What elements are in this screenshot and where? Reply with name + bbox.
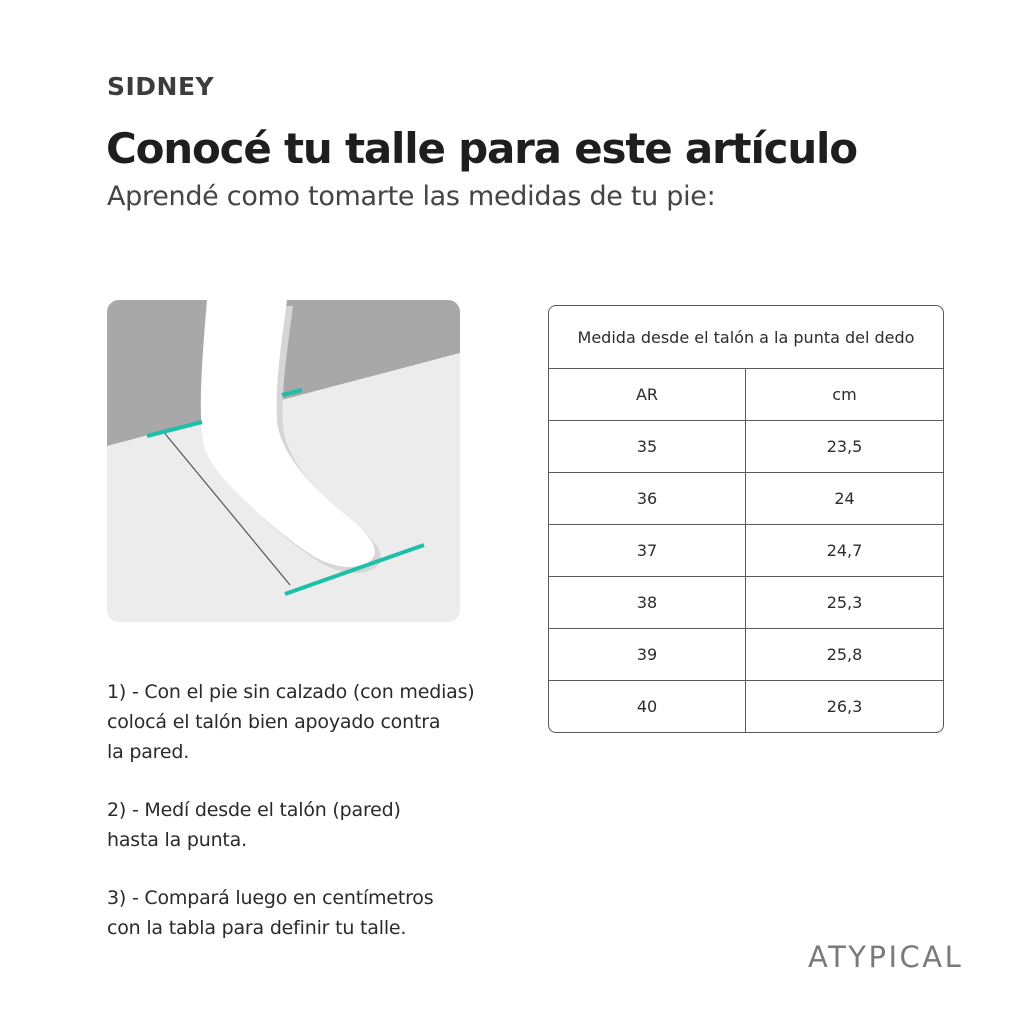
size-cm-cell: 25,3: [746, 577, 943, 629]
step-line: con la tabla para definir tu talle.: [107, 917, 407, 939]
instruction-step-2: [107, 795, 401, 855]
foot-measure-drawing: [107, 300, 460, 622]
step-line: 1) - Con el pie sin calzado (con medias): [107, 681, 475, 703]
step-line: colocá el talón bien apoyado contra: [107, 711, 441, 733]
size-cm-cell: 25,8: [746, 629, 943, 681]
size-cm-cell: 23,5: [746, 421, 943, 473]
step-line: 2) - Medí desde el talón (pared): [107, 799, 401, 821]
size-table: [548, 305, 944, 733]
page-title: Conocé tu talle para este artículo: [106, 124, 857, 173]
size-cm-cell: 26,3: [826, 697, 863, 716]
size-ar-cell: 35: [549, 421, 746, 473]
instruction-step-1: [107, 677, 475, 767]
table-row: [549, 681, 943, 732]
column-header-ar: AR: [549, 369, 746, 421]
size-ar-cell: 38: [549, 577, 746, 629]
page-subtitle: Aprendé como tomarte las medidas de tu pie:: [107, 181, 716, 212]
size-ar-cell: 40: [549, 681, 746, 732]
size-cm-cell: 24,7: [746, 525, 943, 577]
table-row: [549, 577, 943, 629]
table-header-row: [549, 369, 943, 421]
table-row: [549, 473, 943, 525]
table-title: Medida desde el talón a la punta del dedo: [549, 306, 943, 369]
step-line: hasta la punta.: [107, 829, 247, 851]
size-cm-cell: 24: [746, 473, 943, 525]
brand-logo: ATYPICAL: [808, 940, 964, 974]
table-title-row: [549, 306, 943, 369]
step-line: la pared.: [107, 741, 190, 763]
table-row: [549, 525, 943, 577]
product-name: SIDNEY: [107, 72, 215, 101]
column-header-cm: cm: [746, 369, 943, 421]
foot-measure-illustration: [107, 300, 460, 622]
size-ar-cell: 39: [549, 629, 746, 681]
size-ar-cell: 37: [549, 525, 746, 577]
instruction-step-3: [107, 883, 433, 943]
size-ar-cell: 36: [549, 473, 746, 525]
table-row: [549, 421, 943, 473]
table-row: [549, 629, 943, 681]
step-line: 3) - Compará luego en centímetros: [107, 887, 434, 909]
